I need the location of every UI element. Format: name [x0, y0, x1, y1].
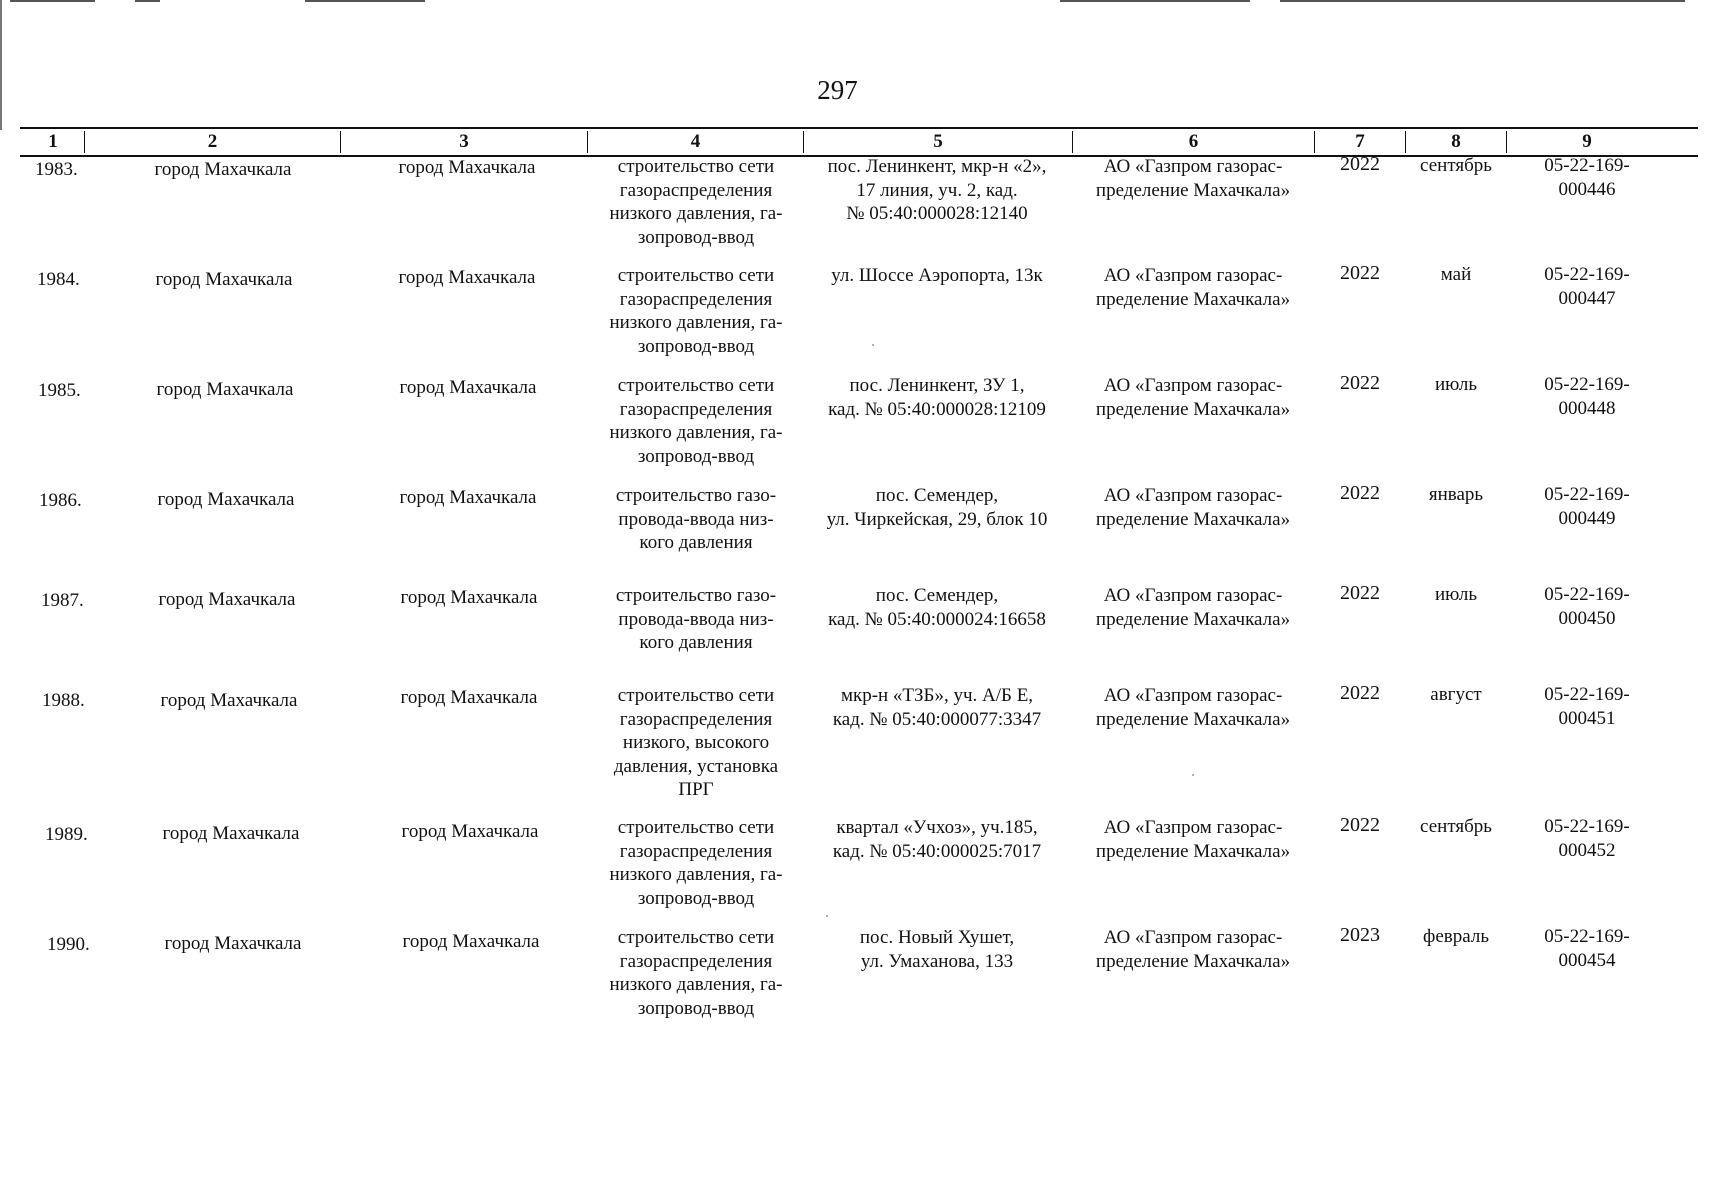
row-code: [1507, 925, 1667, 972]
scan-edge-line: [1060, 0, 1250, 2]
org-line: АО «Газпром газорас-: [1103, 265, 1283, 286]
column-number-9: 9: [1582, 131, 1592, 152]
row-work-description: [596, 684, 796, 802]
org-line: пределение Махачкала»: [1095, 840, 1291, 862]
row-organization: [1075, 264, 1311, 311]
row-month: январь: [1428, 484, 1484, 505]
address-line: пос. Семендер,: [875, 585, 999, 606]
address-line: ул. Умаханова, 133: [860, 950, 1014, 972]
work-line: строительство газо-: [615, 585, 777, 606]
row-code: [1507, 683, 1667, 730]
row-district: город Махачкала: [399, 377, 537, 398]
code-line: 000446: [1558, 178, 1616, 200]
column-divider: [1314, 131, 1315, 153]
row-year: 2022: [1340, 582, 1380, 604]
column-divider: [1506, 131, 1507, 153]
work-line: зопровод-ввод: [637, 226, 755, 248]
address-line: пос. Ленинкент, ЗУ 1,: [849, 375, 1025, 396]
row-work-description: [596, 264, 796, 358]
scan-speck: [872, 344, 874, 346]
work-line: низкого давления, га-: [609, 312, 783, 333]
org-line: пределение Махачкала»: [1095, 608, 1291, 630]
row-organization: [1075, 584, 1311, 631]
work-line: давления, установка: [613, 755, 779, 777]
work-line: низкого давления, га-: [609, 974, 783, 995]
row-index: 1989.: [45, 824, 88, 845]
work-line: строительство сети: [617, 927, 775, 948]
row-district: город Махачкала: [402, 931, 540, 952]
column-divider: [1072, 131, 1073, 153]
work-line: газораспределения: [619, 179, 773, 201]
scan-edge-line: [1280, 0, 1685, 2]
row-organization: [1075, 155, 1311, 202]
row-district: город Махачкала: [401, 821, 539, 842]
work-line: строительство сети: [617, 817, 775, 838]
row-district: город Махачкала: [398, 267, 536, 288]
row-month: май: [1440, 264, 1472, 285]
work-line: зопровод-ввод: [637, 887, 755, 909]
row-code: [1507, 483, 1667, 530]
address-line: пос. Новый Хушет,: [859, 927, 1015, 948]
row-work-description: [596, 926, 796, 1020]
org-line: АО «Газпром газорас-: [1103, 156, 1283, 177]
row-organization: [1075, 926, 1311, 973]
page-number: 297: [817, 75, 858, 105]
row-month: июль: [1434, 584, 1478, 605]
code-line: 05-22-169-: [1544, 264, 1630, 285]
row-index: 1987.: [41, 590, 84, 611]
row-address: [806, 926, 1068, 973]
row-index: 1985.: [38, 380, 81, 401]
address-line: пос. Ленинкент, мкр-н «2»,: [827, 156, 1047, 177]
address-line: кад. № 05:40:000028:12109: [828, 398, 1046, 420]
row-district: город Махачкала: [399, 487, 537, 508]
row-year: 2022: [1340, 153, 1380, 175]
org-line: АО «Газпром газорас-: [1103, 485, 1283, 506]
row-address: [806, 484, 1068, 531]
column-number-5: 5: [933, 131, 943, 152]
code-line: 05-22-169-: [1544, 684, 1630, 705]
row-address: [806, 264, 1068, 288]
row-index: 1986.: [39, 490, 82, 511]
address-line: кад. № 05:40:000077:3347: [832, 708, 1042, 730]
work-line: газораспределения: [619, 840, 773, 862]
row-address: [806, 155, 1068, 226]
work-line: зопровод-ввод: [637, 997, 755, 1019]
row-organization: [1075, 484, 1311, 531]
org-line: АО «Газпром газорас-: [1103, 685, 1283, 706]
column-number-8: 8: [1451, 131, 1461, 152]
org-line: пределение Махачкала»: [1095, 708, 1291, 730]
work-line: газораспределения: [619, 398, 773, 420]
column-divider: [1405, 131, 1406, 153]
org-line: пределение Махачкала»: [1095, 398, 1291, 420]
scan-edge-line: [0, 0, 2, 130]
row-month: август: [1430, 684, 1482, 705]
scan-edge-line: [10, 0, 95, 2]
address-line: ул. Шоссе Аэропорта, 13к: [831, 265, 1043, 286]
row-organization: [1075, 816, 1311, 863]
row-month: сентябрь: [1420, 155, 1492, 176]
column-number-6: 6: [1188, 131, 1199, 152]
code-line: 05-22-169-: [1544, 584, 1630, 605]
address-line: № 05:40:000028:12140: [846, 203, 1028, 224]
org-line: пределение Махачкала»: [1095, 950, 1291, 972]
work-line: провода-ввода низ-: [618, 508, 774, 530]
row-city: город Махачкала: [157, 489, 295, 510]
org-line: пределение Махачкала»: [1095, 288, 1291, 310]
row-address: [806, 684, 1068, 731]
work-line: низкого, высокого: [622, 732, 770, 753]
address-line: квартал «Учхоз», уч.185,: [836, 817, 1038, 838]
row-year: 2022: [1340, 262, 1380, 284]
work-line: провода-ввода низ-: [618, 608, 774, 630]
code-line: 000454: [1558, 949, 1616, 971]
row-code: [1507, 373, 1667, 420]
column-divider: [803, 131, 804, 153]
address-line: 17 линия, уч. 2, кад.: [856, 179, 1018, 201]
address-line: кад. № 05:40:000025:7017: [832, 840, 1042, 862]
row-code: [1507, 815, 1667, 862]
row-month: февраль: [1423, 926, 1489, 947]
row-district: город Махачкала: [400, 587, 538, 608]
work-line: зопровод-ввод: [637, 445, 755, 467]
row-year: 2022: [1340, 682, 1380, 704]
work-line: зопровод-ввод: [637, 335, 755, 357]
row-address: [806, 816, 1068, 863]
row-work-description: [596, 155, 796, 249]
work-line: строительство сети: [617, 685, 775, 706]
row-index: 1984.: [37, 269, 80, 290]
row-district: город Махачкала: [398, 157, 536, 178]
column-number-7: 7: [1355, 131, 1365, 152]
work-line: строительство сети: [617, 156, 775, 177]
row-organization: [1075, 374, 1311, 421]
row-year: 2022: [1340, 372, 1380, 394]
row-code: [1507, 154, 1667, 201]
work-line: строительство сети: [617, 265, 775, 286]
column-number-3: 3: [459, 131, 469, 152]
org-line: АО «Газпром газорас-: [1103, 927, 1283, 948]
row-district: город Махачкала: [400, 687, 538, 708]
code-line: 000449: [1558, 507, 1616, 529]
row-city: город Махачкала: [154, 159, 292, 180]
work-line: газораспределения: [619, 950, 773, 972]
row-work-description: [596, 584, 796, 655]
row-code: [1507, 263, 1667, 310]
row-index: 1983.: [35, 159, 78, 180]
code-line: 05-22-169-: [1544, 155, 1630, 176]
row-work-description: [596, 484, 796, 555]
code-line: 000452: [1558, 839, 1616, 861]
code-line: 000451: [1558, 707, 1616, 729]
row-city: город Махачкала: [156, 379, 294, 400]
row-city: город Махачкала: [158, 589, 296, 610]
code-line: 000448: [1558, 397, 1616, 419]
work-line: газораспределения: [619, 288, 773, 310]
row-city: город Махачкала: [155, 269, 293, 290]
org-line: пределение Махачкала»: [1095, 179, 1291, 201]
work-line: газораспределения: [619, 708, 773, 730]
work-line: ПРГ: [678, 779, 714, 800]
row-year: 2022: [1340, 814, 1380, 836]
row-address: [806, 584, 1068, 631]
address-line: мкр-н «ТЗБ», уч. А/Б Е,: [840, 685, 1034, 706]
row-city: город Махачкала: [160, 690, 298, 711]
scan-speck: [1192, 774, 1194, 776]
org-line: пределение Махачкала»: [1095, 508, 1291, 530]
code-line: 05-22-169-: [1544, 926, 1630, 947]
work-line: низкого давления, га-: [609, 422, 783, 443]
code-line: 05-22-169-: [1544, 374, 1630, 395]
org-line: АО «Газпром газорас-: [1103, 375, 1283, 396]
row-work-description: [596, 816, 796, 910]
column-divider: [84, 131, 85, 153]
work-line: кого давления: [639, 632, 753, 653]
column-number-1: 1: [48, 131, 58, 152]
row-work-description: [596, 374, 796, 468]
row-index: 1990.: [47, 934, 90, 955]
row-year: 2022: [1340, 482, 1380, 504]
work-line: низкого давления, га-: [609, 864, 783, 885]
work-line: кого давления: [639, 532, 753, 553]
scan-edge-line: [305, 0, 425, 2]
row-index: 1988.: [42, 690, 85, 711]
column-number-4: 4: [690, 131, 701, 152]
row-code: [1507, 583, 1667, 630]
column-number-2: 2: [207, 131, 218, 152]
row-city: город Махачкала: [162, 823, 300, 844]
row-address: [806, 374, 1068, 421]
row-city: город Махачкала: [164, 933, 302, 954]
code-line: 000447: [1558, 287, 1616, 309]
column-divider: [340, 131, 341, 153]
row-month: сентябрь: [1420, 816, 1492, 837]
code-line: 000450: [1558, 607, 1616, 629]
work-line: строительство сети: [617, 375, 775, 396]
work-line: строительство газо-: [615, 485, 777, 506]
row-year: 2023: [1340, 924, 1380, 946]
address-line: кад. № 05:40:000024:16658: [828, 608, 1046, 630]
column-divider: [587, 131, 588, 153]
row-organization: [1075, 684, 1311, 731]
scan-edge-line: [135, 0, 160, 2]
address-line: пос. Семендер,: [875, 485, 999, 506]
org-line: АО «Газпром газорас-: [1103, 585, 1283, 606]
address-line: ул. Чиркейская, 29, блок 10: [826, 508, 1048, 530]
work-line: низкого давления, га-: [609, 203, 783, 224]
org-line: АО «Газпром газорас-: [1103, 817, 1283, 838]
code-line: 05-22-169-: [1544, 484, 1630, 505]
code-line: 05-22-169-: [1544, 816, 1630, 837]
row-month: июль: [1434, 374, 1478, 395]
scan-speck: [826, 915, 828, 917]
